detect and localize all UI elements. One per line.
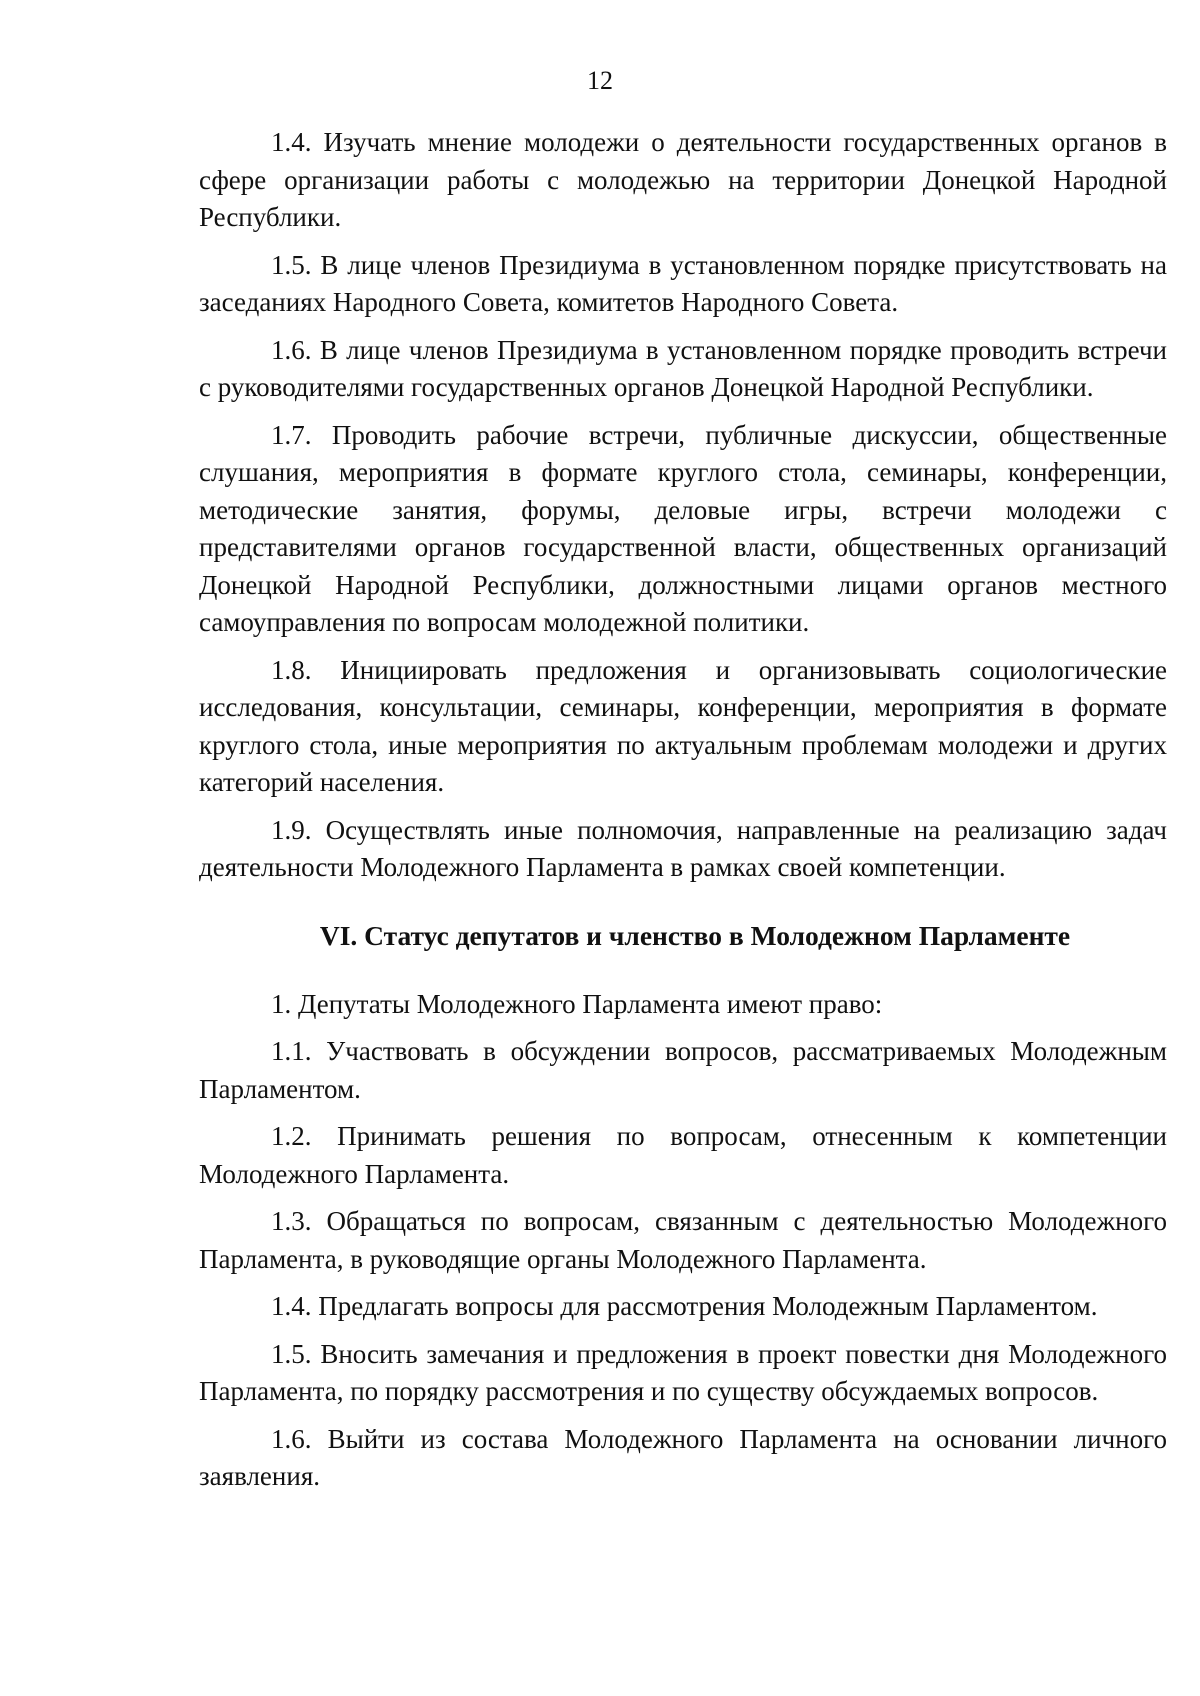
paragraph-1-9: 1.9. Осуществлять иные полномочия, направленные на реализацию задач деятельности Молодежного Парламента в рамках своей компетенции.	[199, 814, 1167, 882]
paragraph-section-6-item-1-4: 1.4. Предлагать вопросы для рассмотрения Молодежным Парламентом.	[271, 1291, 1098, 1321]
section-heading: VI. Статус депутатов и членство в Молодежном Парламенте	[319, 919, 1071, 951]
paragraph-section-6-item-1-6: 1.6. Выйти из состава Молодежного Парламента на основании личного заявления.	[199, 1423, 1167, 1491]
paragraph-1-4: 1.4. Изучать мнение молодежи о деятельности государственных органов в сфере организации работы с молодежью на территории Донецкой Народной Республики.	[199, 127, 1167, 232]
paragraph-1-6: 1.6. В лице членов Президиума в установленном порядке проводить встречи с руководителями государственных органов Донецкой Народной Республики.	[199, 334, 1167, 402]
paragraph-section-6-item-1-2: 1.2. Принимать решения по вопросам, отнесенным к компетенции Молодежного Парламента.	[199, 1121, 1167, 1189]
paragraph-section-6-item-1-3: 1.3. Обращаться по вопросам, связанным с деятельностью Молодежного Парламента, в руководящие органы Молодежного Парламента.	[199, 1206, 1167, 1274]
paragraph-section-6-item-1: 1. Депутаты Молодежного Парламента имеют право:	[271, 988, 883, 1019]
paragraph-1-8: 1.8. Инициировать предложения и организовывать социологические исследования, консультации, семинары, конференции, мероприятия в формате круглого стола, иные мероприятия по актуальным проблемам молодежи и других категорий населения.	[199, 654, 1167, 797]
paragraph-1-5: 1.5. В лице членов Президиума в установленном порядке присутствовать на заседаниях Народного Совета, комитетов Народного Совета.	[199, 249, 1167, 317]
document-body	[199, 124, 1167, 1506]
paragraph-section-6-item-1-5: 1.5. Вносить замечания и предложения в проект повестки дня Молодежного Парламента, по порядку рассмотрения и по существу обсуждаемых вопросов.	[199, 1338, 1167, 1406]
page-number: 12	[587, 66, 613, 95]
paragraph-1-7: 1.7. Проводить рабочие встречи, публичные дискуссии, общественные слушания, мероприятия в формате круглого стола, семинары, конференции, методические занятия, форумы, деловые игры, встречи молодежи с представителями органов государственной власти, общественных организаций Донецкой Народной Республики, должностными лицами органов местного самоуправления по вопросам молодежной политики.	[199, 419, 1167, 637]
paragraph-section-6-item-1-1: 1.1. Участвовать в обсуждении вопросов, рассматриваемых Молодежным Парламентом.	[199, 1036, 1167, 1104]
